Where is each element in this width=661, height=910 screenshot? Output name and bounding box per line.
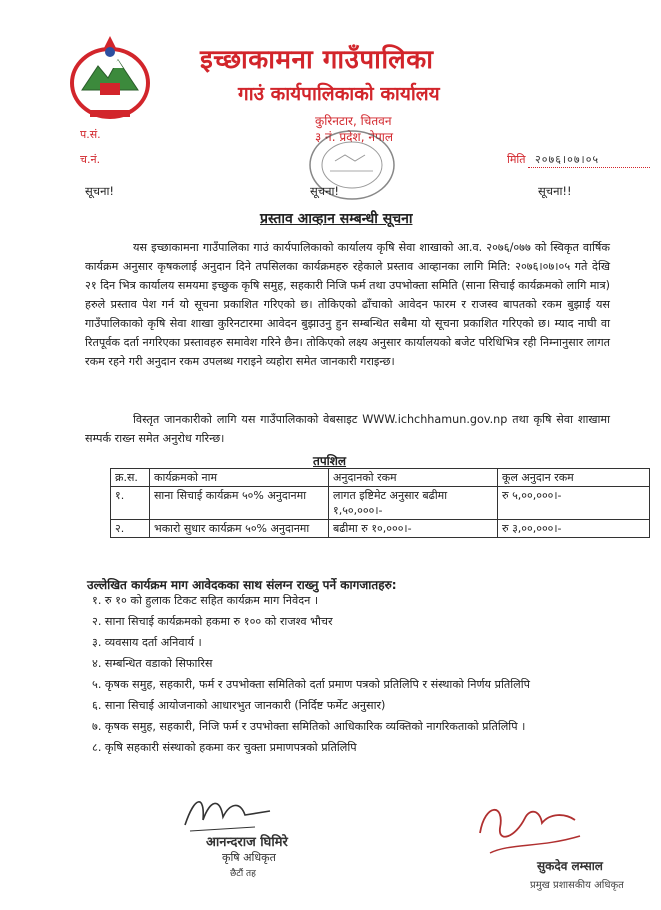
cell-program: साना सिचाई कार्यक्रम ५०% अनुदानमा (150, 487, 329, 520)
table-row (111, 520, 650, 538)
signatory-right-name: सुकदेव लम्साल (537, 859, 603, 873)
cell-program: भकारो सुधार कार्यक्रम ५०% अनुदानमा (150, 520, 329, 538)
table-header-row (111, 469, 650, 487)
cell-sn: १. (111, 487, 150, 520)
col-header-sn: क्र.स. (111, 469, 150, 487)
notice-right: सूचना!! (538, 184, 572, 198)
office-title: इच्छाकामना गाउँपालिका (200, 45, 434, 75)
col-header-total: कूल अनुदान रकम (498, 469, 650, 487)
list-item: १. रु १० को हुलाक टिकट सहित कार्यक्रम माग निवेदन । (92, 594, 319, 607)
cell-sn: २. (111, 520, 150, 538)
date-value: २०७६।०७।०५ (535, 153, 600, 166)
requirements-title: उल्लेखित कार्यक्रम माग आवेदकका साथ संलग्न राख्नु पर्ने कागजातहरु: (87, 578, 397, 592)
requirements-list (92, 593, 632, 761)
nepal-emblem-icon (60, 28, 160, 123)
body-paragraph-1: यस इच्छाकामना गाउँपालिका गाउं कार्यपालिकाको कार्यालय कृषि सेवा शाखाको आ.व. २०७६/०७७ को स्विकृत वार्षिक कार्यक्रम अनुसार कृषकलाई अनुदान दिने तपसिलका कार्यक्रमहरु रहेकाले प्रस्ताव आव्हानका लागि मिति: २०७६।०७।०५ गते देखि २१ दिन भित्र कार्यालय समयमा इच्छुक कृषि समुह, सहकारी निजि फर्म तथा उपभोक्ता समिति (साना सिचाई कार्यक्रमको लागि मात्र) हरुले प्रस्ताव पेश गर्न यो सूचना प्रकाशित गरिएको छ। तोकिएको ढाँचाको आवेदन फारम र राजस्व बापतको रकम बुझाई यस गाउँपालिकाको कृषि सेवा शाखा कुरिनटारमा आवेदन बुझाउनु हुन सम्बन्धित सबैमा यो सूचना प्रकाशित गरिएको छ। म्याद नाघी वा रितपूर्वक दर्ता नगरिएका प्रस्तावहरु समावेश गरिने छैन। तोकिएको लक्ष्य अनुसार कार्यालयको बजेट परिधिभित्र रही निम्नानुसार लागत रकम रहने गरी अनुदान रकम उपलब्ध गराइने व्यहोरा समेत जानकारी गराइन्छ। (85, 241, 610, 368)
list-item: ६. साना सिचाई आयोजनाको आधारभुत जानकारी (निर्दिष्ट फर्मेट अनुसार) (92, 699, 386, 712)
office-subtitle: गाउं कार्यपालिकाको कार्यालय (238, 83, 440, 105)
signatory-left-title: कृषि अधिकृत (222, 851, 276, 864)
cell-grant: लागत इष्टिमेट अनुसार बढीमा १,५०,०००।- (329, 487, 498, 520)
address-line-2: ३ नं. प्रदेश, नेपाल (315, 130, 394, 144)
address-line-1: कुरिनटार, चितवन (315, 114, 392, 128)
col-header-grant: अनुदानको रकम (329, 469, 498, 487)
list-item: ५. कृषक समुह, सहकारी, फर्म र उपभोक्ता समितिको दर्ता प्रमाण पत्रको प्रतिलिपि र संस्थाको निर्णय प्रतिलिपि (92, 678, 530, 691)
body-paragraph-2: विस्तृत जानकारीको लागि यस गाउँपालिकाको वेबसाइट WWW.ichchhamun.gov.np तथा कृषि सेवा शाखामा सम्पर्क राख्न समेत अनुरोध गरिन्छ। (85, 413, 610, 445)
notice-center: सूचना! (310, 184, 340, 198)
date-field (507, 152, 599, 167)
signatory-left-level: छैटौं तह (230, 869, 256, 879)
date-underline (528, 167, 650, 168)
cell-total: रु ३,००,०००।- (498, 520, 650, 538)
cn-label: च.नं. (80, 153, 101, 166)
list-item: ८. कृषि सहकारी संस्थाको हकमा कर चुक्ता प्रमाणपत्रको प्रतिलिपि (92, 741, 357, 754)
document-title: प्रस्ताव आव्हान सम्बन्धी सूचना (260, 211, 413, 227)
cell-grant: बढीमा रु १०,०००।- (329, 520, 498, 538)
schedule-table (110, 468, 650, 538)
notice-left: सूचना! (85, 184, 115, 198)
signatory-right-title: प्रमुख प्रशासकीय अधिकृत (530, 880, 624, 891)
date-label: मिति (507, 153, 526, 166)
list-item: ७. कृषक समुह, सहकारी, निजि फर्म र उपभोक्ता समितिको आधिकारिक व्यक्तिको नागरिकताको प्रतिलिपि । (92, 720, 526, 733)
table-row (111, 487, 650, 520)
list-item: ४. सम्बन्धित वडाको सिफारिस (92, 657, 213, 670)
col-header-program: कार्यक्रमको नाम (150, 469, 329, 487)
list-item: ३. व्यवसाय दर्ता अनिवार्य । (92, 636, 202, 649)
cell-total: रु ५,००,०००।- (498, 487, 650, 520)
list-item: २. साना सिचाई कार्यक्रमको हकमा रु १०० को राजश्व भौचर (92, 615, 333, 628)
signatory-left-name: आनन्दराज घिमिरे (206, 835, 288, 850)
ps-label: प.सं. (80, 128, 101, 141)
schedule-title: तपशिल (313, 454, 347, 468)
